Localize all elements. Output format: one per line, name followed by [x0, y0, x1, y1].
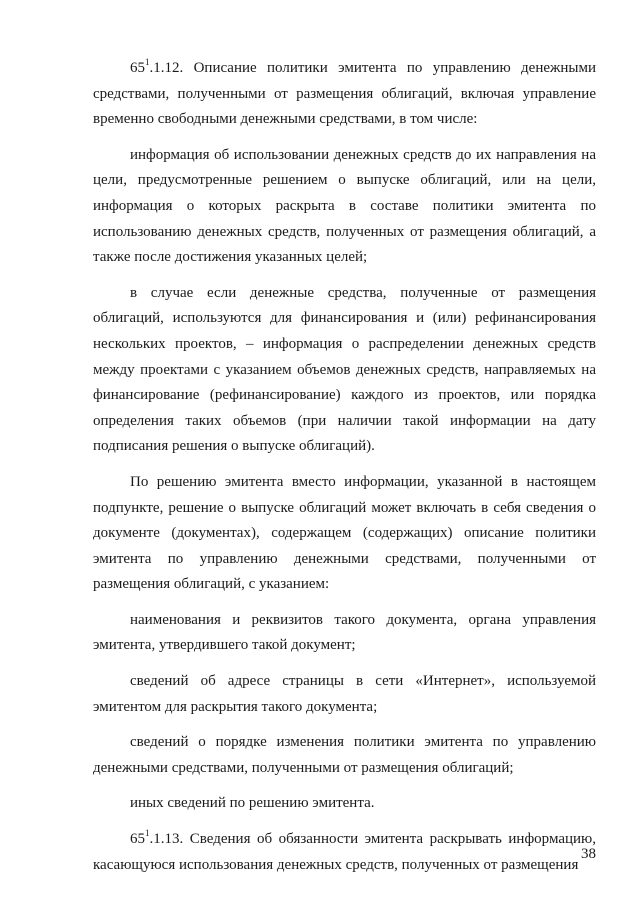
- clause-number: 65: [130, 60, 145, 76]
- paragraph-text: иных сведений по решению эмитента.: [130, 795, 375, 812]
- page-number: 38: [581, 846, 596, 862]
- clause-superscript: 1: [145, 828, 150, 839]
- paragraph-text: .1.13. Сведения об обязанности эмитента раскрывать информацию, касающуюся использования денежных средств, полученных от размещения: [93, 831, 596, 873]
- paragraph-65-1-1-13: [93, 827, 596, 878]
- document-body: [93, 56, 596, 888]
- paragraph-text: сведений о порядке изменения политики эмитента по управлению денежными средствами, полученными от размещения облигаций;: [93, 734, 596, 776]
- paragraph-65-1-1-12: [93, 56, 596, 133]
- paragraph-text: По решению эмитента вместо информации, указанной в настоящем подпункте, решение о выпуске облигаций может включать в себя сведения о документе (документах), содержащем (содержащих) описание политики эмитента по управлению денежными средствами, полученными от размещения облигаций, с указанием:: [93, 473, 596, 593]
- paragraph-text: в случае если денежные средства, полученные от размещения облигаций, используются для финансирования и (или) рефинансирования нескольких проектов, – информация о распределении денежных средств между проектами с указанием объемов денежных средств, направляемых на финансирование (рефинансирование) каждого из проектов, или порядка определения таких объемов (при наличии такой информации на дату подписания решения о выпуске облигаций).: [93, 284, 596, 455]
- clause-superscript: 1: [145, 57, 150, 67]
- clause-number: 65: [130, 831, 145, 848]
- paragraph-text: .1.12. Описание политики эмитента по управлению денежными средствами, полученными от размещения облигаций, включая управление временно свободными денежными средствами, в том числе:: [93, 60, 596, 128]
- paragraph-text: сведений об адресе страницы в сети «Интернет», используемой эмитентом для раскрытия такого документа;: [93, 673, 596, 715]
- paragraph-text: наименования и реквизитов такого документа, органа управления эмитента, утвердившего такой документ;: [93, 611, 596, 654]
- paragraph-text: информация об использовании денежных средств до их направления на цели, предусмотренные решением о выпуске облигаций, или на цели, информация о которых раскрыта в составе политики эмитента по использованию денежных средств, полученных от размещения облигаций, а также после достижения указанных целей;: [93, 146, 596, 266]
